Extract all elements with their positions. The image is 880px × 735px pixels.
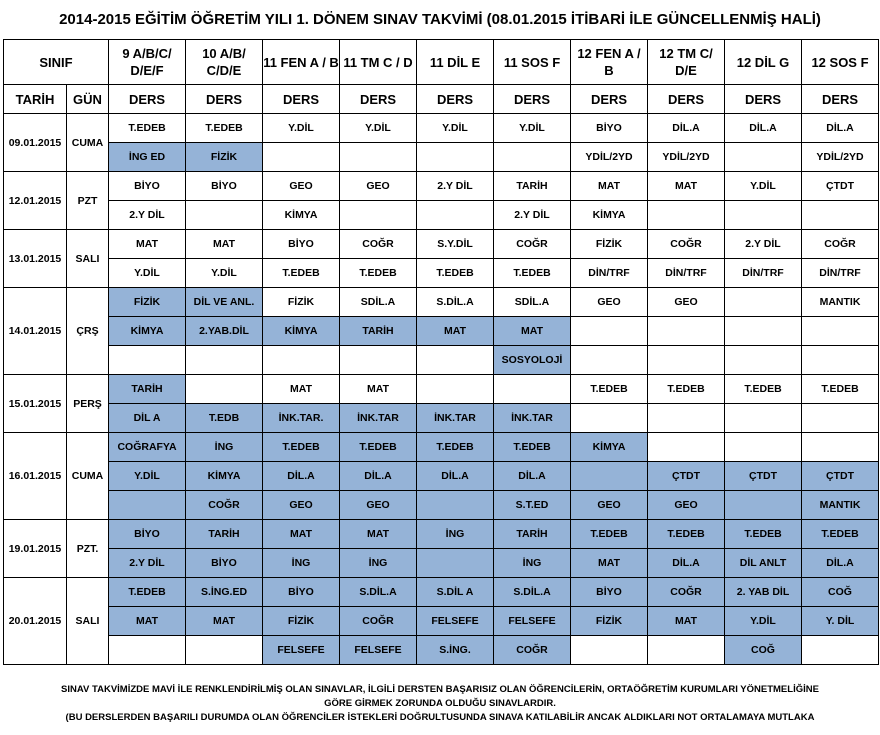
date-cell: 15.01.2015 — [4, 375, 67, 433]
date-cell: 14.01.2015 — [4, 288, 67, 375]
subject-label: DERS — [648, 85, 725, 114]
exam-cell: BİYO — [186, 172, 263, 201]
subject-label: DERS — [340, 85, 417, 114]
exam-cell — [186, 375, 263, 404]
exam-cell: MAT — [109, 607, 186, 636]
subheader-row — [4, 85, 879, 114]
date-cell: 16.01.2015 — [4, 433, 67, 520]
exam-cell: TARİH — [340, 317, 417, 346]
exam-cell: SDİL.A — [340, 288, 417, 317]
exam-cell — [186, 346, 263, 375]
exam-cell: BİYO — [571, 578, 648, 607]
exam-row — [4, 346, 879, 375]
exam-cell: DİL ANLT — [725, 549, 802, 578]
class-header-cell: 12 DİL G — [725, 40, 802, 85]
exam-cell — [417, 491, 494, 520]
date-label: TARİH — [4, 85, 67, 114]
exam-cell: TARİH — [109, 375, 186, 404]
day-cell: ÇRŞ — [67, 288, 109, 375]
exam-cell: T.EDEB — [494, 259, 571, 288]
subject-label: DERS — [571, 85, 648, 114]
exam-cell: SOSYOLOJİ — [494, 346, 571, 375]
day-cell: SALI — [67, 578, 109, 665]
exam-cell: Y.DİL — [725, 607, 802, 636]
exam-cell: FİZİK — [571, 607, 648, 636]
exam-cell: Y.DİL — [186, 259, 263, 288]
exam-cell: BİYO — [571, 114, 648, 143]
exam-cell — [725, 433, 802, 462]
exam-row — [4, 259, 879, 288]
exam-cell: MAT — [648, 172, 725, 201]
subject-label: DERS — [802, 85, 879, 114]
exam-cell: T.EDEB — [340, 433, 417, 462]
exam-cell: MAT — [186, 607, 263, 636]
exam-cell: S.T.ED — [494, 491, 571, 520]
exam-cell: T.EDEB — [417, 259, 494, 288]
day-cell: SALI — [67, 230, 109, 288]
exam-row — [4, 375, 879, 404]
exam-cell: TARİH — [494, 520, 571, 549]
exam-cell: KİMYA — [263, 317, 340, 346]
exam-cell: S.DİL.A — [494, 578, 571, 607]
exam-cell: İNG — [263, 549, 340, 578]
exam-cell — [571, 636, 648, 665]
page-title: 2014-2015 EĞİTİM ÖĞRETİM YILI 1. DÖNEM SINAV TAKVİMİ (08.01.2015 İTİBARİ İLE GÜNCELLENMİŞ HALİ) — [59, 11, 821, 28]
note-line: SINAV TAKVİMİZDE MAVİ İLE RENKLENDİRİLMİŞ OLAN SINAVLAR, İLGİLİ DERSTEN BAŞARISIZ OLAN ÖĞRENCİLERİN, ORTAÖĞRETİM KURUMLARI YÖNETMELİĞİNE — [61, 684, 819, 695]
exam-cell: DİN/TRF — [571, 259, 648, 288]
exam-cell: GEO — [340, 491, 417, 520]
exam-row — [4, 172, 879, 201]
exam-cell — [263, 143, 340, 172]
exam-cell — [186, 201, 263, 230]
exam-cell: T.EDEB — [802, 520, 879, 549]
exam-cell: T.EDEB — [263, 433, 340, 462]
exam-cell: S.DİL.A — [417, 288, 494, 317]
exam-cell: YDİL/2YD — [571, 143, 648, 172]
exam-cell: MAT — [417, 317, 494, 346]
exam-cell — [571, 346, 648, 375]
exam-cell: 2.Y DİL — [417, 172, 494, 201]
exam-cell: COĞR — [648, 230, 725, 259]
schedule-notes — [0, 683, 880, 725]
exam-cell — [417, 201, 494, 230]
exam-cell: COĞR — [340, 607, 417, 636]
class-header-cell: 11 DİL E — [417, 40, 494, 85]
exam-cell: MAT — [263, 520, 340, 549]
exam-row — [4, 143, 879, 172]
exam-cell: COĞRAFYA — [109, 433, 186, 462]
subject-label: DERS — [494, 85, 571, 114]
exam-cell: GEO — [648, 288, 725, 317]
day-cell: CUMA — [67, 114, 109, 172]
exam-cell: MANTIK — [802, 491, 879, 520]
exam-row — [4, 201, 879, 230]
exam-cell: T.EDEB — [417, 433, 494, 462]
exam-row — [4, 549, 879, 578]
exam-cell — [725, 404, 802, 433]
exam-cell: İNG — [417, 520, 494, 549]
exam-cell: MAT — [186, 230, 263, 259]
exam-row — [4, 317, 879, 346]
exam-cell: Y.DİL — [109, 462, 186, 491]
exam-cell: Y.DİL — [263, 114, 340, 143]
exam-row — [4, 636, 879, 665]
exam-cell: BİYO — [263, 230, 340, 259]
exam-cell — [417, 346, 494, 375]
exam-cell: 2. YAB DİL — [725, 578, 802, 607]
exam-cell: Y.DİL — [109, 259, 186, 288]
exam-cell: ÇTDT — [725, 462, 802, 491]
exam-cell — [725, 346, 802, 375]
exam-cell — [802, 404, 879, 433]
exam-cell — [417, 375, 494, 404]
exam-cell: BİYO — [109, 520, 186, 549]
exam-cell: GEO — [263, 491, 340, 520]
exam-cell — [725, 491, 802, 520]
exam-cell: KİMYA — [186, 462, 263, 491]
exam-cell: MANTIK — [802, 288, 879, 317]
exam-row — [4, 520, 879, 549]
exam-cell — [725, 317, 802, 346]
exam-cell: COĞR — [648, 578, 725, 607]
exam-cell: DİL VE ANL. — [186, 288, 263, 317]
exam-cell: COĞR — [340, 230, 417, 259]
exam-cell: GEO — [263, 172, 340, 201]
exam-cell: MAT — [571, 172, 648, 201]
class-header-cell: 12 SOS F — [802, 40, 879, 85]
exam-cell: FELSEFE — [340, 636, 417, 665]
exam-cell: Y.DİL — [494, 114, 571, 143]
exam-cell — [494, 143, 571, 172]
exam-cell: 2.Y DİL — [109, 549, 186, 578]
exam-cell: T.EDEB — [186, 114, 263, 143]
day-cell: PERŞ — [67, 375, 109, 433]
exam-cell — [648, 201, 725, 230]
exam-cell: İNG — [186, 433, 263, 462]
exam-cell: DİL A — [109, 404, 186, 433]
subject-label: DERS — [186, 85, 263, 114]
exam-cell — [802, 433, 879, 462]
exam-cell — [802, 636, 879, 665]
exam-cell: T.EDB — [186, 404, 263, 433]
exam-cell — [109, 491, 186, 520]
exam-cell: İNG — [340, 549, 417, 578]
class-header-cell: 11 SOS F — [494, 40, 571, 85]
exam-cell — [648, 317, 725, 346]
class-header-row — [4, 40, 879, 85]
exam-cell: DİL.A — [648, 114, 725, 143]
exam-cell — [494, 375, 571, 404]
exam-cell: İNK.TAR — [417, 404, 494, 433]
exam-cell: 2.Y DİL — [725, 230, 802, 259]
exam-cell: T.EDEB — [263, 259, 340, 288]
class-label: SINIF — [4, 40, 109, 85]
exam-cell: T.EDEB — [571, 520, 648, 549]
exam-cell: ÇTDT — [802, 172, 879, 201]
exam-cell: DİL.A — [725, 114, 802, 143]
exam-cell: ÇTDT — [648, 462, 725, 491]
subject-label: DERS — [725, 85, 802, 114]
exam-cell: İNK.TAR — [340, 404, 417, 433]
exam-cell — [571, 317, 648, 346]
exam-cell: ÇTDT — [802, 462, 879, 491]
exam-cell: MAT — [109, 230, 186, 259]
exam-cell: COĞ — [725, 636, 802, 665]
class-header-cell: 11 TM C / D — [340, 40, 417, 85]
class-header-cell: 10 A/B/ C/D/E — [186, 40, 263, 85]
exam-cell: S.DİL.A — [340, 578, 417, 607]
exam-cell: S.İNG.ED — [186, 578, 263, 607]
exam-row — [4, 607, 879, 636]
exam-cell: FİZİK — [263, 607, 340, 636]
subject-label: DERS — [109, 85, 186, 114]
exam-cell: DİL.A — [263, 462, 340, 491]
exam-cell: DİN/TRF — [802, 259, 879, 288]
exam-cell: DİL.A — [340, 462, 417, 491]
exam-schedule-table — [3, 39, 879, 665]
exam-cell: T.EDEB — [648, 375, 725, 404]
exam-cell: KİMYA — [263, 201, 340, 230]
exam-cell: YDİL/2YD — [802, 143, 879, 172]
exam-cell: İNG ED — [109, 143, 186, 172]
exam-row — [4, 433, 879, 462]
exam-cell: KİMYA — [571, 201, 648, 230]
exam-cell: T.EDEB — [494, 433, 571, 462]
exam-cell — [340, 201, 417, 230]
day-cell: PZT. — [67, 520, 109, 578]
exam-cell: MAT — [263, 375, 340, 404]
day-label: GÜN — [67, 85, 109, 114]
exam-cell: FİZİK — [571, 230, 648, 259]
exam-cell: DİN/TRF — [725, 259, 802, 288]
exam-row — [4, 404, 879, 433]
exam-cell: 2.Y DİL — [494, 201, 571, 230]
exam-cell: Y.DİL — [340, 114, 417, 143]
exam-row — [4, 578, 879, 607]
exam-cell: GEO — [571, 491, 648, 520]
exam-row — [4, 491, 879, 520]
exam-cell — [648, 636, 725, 665]
exam-cell — [571, 462, 648, 491]
exam-cell: MAT — [340, 375, 417, 404]
exam-cell: İNG — [494, 549, 571, 578]
date-cell: 09.01.2015 — [4, 114, 67, 172]
exam-cell: T.EDEB — [648, 520, 725, 549]
date-cell: 12.01.2015 — [4, 172, 67, 230]
exam-cell: İNK.TAR. — [263, 404, 340, 433]
exam-cell: S.İNG. — [417, 636, 494, 665]
exam-cell — [802, 317, 879, 346]
exam-cell: İNK.TAR — [494, 404, 571, 433]
exam-cell — [340, 346, 417, 375]
exam-cell: GEO — [340, 172, 417, 201]
exam-cell: DİL.A — [494, 462, 571, 491]
exam-cell — [648, 346, 725, 375]
exam-cell: TARİH — [494, 172, 571, 201]
schedule-body — [4, 40, 879, 665]
subject-label: DERS — [263, 85, 340, 114]
exam-cell: COĞR — [494, 230, 571, 259]
exam-cell: BİYO — [263, 578, 340, 607]
exam-cell: S.DİL A — [417, 578, 494, 607]
class-header-cell: 12 TM C/ D/E — [648, 40, 725, 85]
exam-cell — [417, 549, 494, 578]
class-header-cell: 12 FEN A / B — [571, 40, 648, 85]
exam-cell: DİN/TRF — [648, 259, 725, 288]
exam-cell: SDİL.A — [494, 288, 571, 317]
exam-cell — [109, 346, 186, 375]
exam-cell — [725, 143, 802, 172]
exam-cell: Y.DİL — [725, 172, 802, 201]
exam-cell: FİZİK — [263, 288, 340, 317]
exam-cell: COĞR — [494, 636, 571, 665]
exam-cell: S.Y.DİL — [417, 230, 494, 259]
exam-cell: TARİH — [186, 520, 263, 549]
exam-cell: MAT — [571, 549, 648, 578]
exam-cell: BİYO — [109, 172, 186, 201]
exam-cell — [725, 201, 802, 230]
exam-cell: DİL.A — [802, 549, 879, 578]
day-cell: PZT — [67, 172, 109, 230]
exam-cell: FİZİK — [109, 288, 186, 317]
day-cell: CUMA — [67, 433, 109, 520]
exam-cell: GEO — [571, 288, 648, 317]
exam-cell — [725, 288, 802, 317]
note-line: (BU DERSLERDEN BAŞARILI DURUMDA OLAN ÖĞRENCİLER İSTEKLERİ DOĞRULTUSUNDA SINAVA KATILABİLİR ANCAK ALDIKLARI NOT ORTALAMAYA MUTLAKA — [65, 712, 815, 723]
exam-cell: T.EDEB — [725, 520, 802, 549]
exam-cell: COĞR — [186, 491, 263, 520]
exam-cell: T.EDEB — [109, 578, 186, 607]
exam-cell: T.EDEB — [725, 375, 802, 404]
exam-cell: DİL.A — [417, 462, 494, 491]
exam-cell — [802, 201, 879, 230]
exam-cell: FELSEFE — [417, 607, 494, 636]
exam-cell: COĞR — [802, 230, 879, 259]
exam-cell: DİL.A — [802, 114, 879, 143]
exam-cell: FELSEFE — [494, 607, 571, 636]
exam-cell: MAT — [648, 607, 725, 636]
exam-cell: YDİL/2YD — [648, 143, 725, 172]
exam-cell — [186, 636, 263, 665]
exam-cell — [648, 404, 725, 433]
exam-cell: 2.YAB.DİL — [186, 317, 263, 346]
exam-row — [4, 114, 879, 143]
exam-cell: FİZİK — [186, 143, 263, 172]
exam-cell: 2.Y DİL — [109, 201, 186, 230]
exam-cell: COĞ — [802, 578, 879, 607]
exam-cell: BİYO — [186, 549, 263, 578]
note-line: GÖRE GİRMEK ZORUNDA OLDUĞU SINAVLARDIR. — [324, 698, 556, 709]
exam-cell: T.EDEB — [571, 375, 648, 404]
exam-cell: DİL.A — [648, 549, 725, 578]
date-cell: 19.01.2015 — [4, 520, 67, 578]
exam-row — [4, 288, 879, 317]
exam-cell: T.EDEB — [109, 114, 186, 143]
exam-cell — [340, 143, 417, 172]
class-header-cell: 9 A/B/C/ D/E/F — [109, 40, 186, 85]
exam-cell: T.EDEB — [802, 375, 879, 404]
exam-cell — [571, 404, 648, 433]
class-header-cell: 11 FEN A / B — [263, 40, 340, 85]
date-cell: 13.01.2015 — [4, 230, 67, 288]
exam-cell: FELSEFE — [263, 636, 340, 665]
exam-cell — [802, 346, 879, 375]
exam-cell: KİMYA — [571, 433, 648, 462]
exam-cell: GEO — [648, 491, 725, 520]
subject-label: DERS — [417, 85, 494, 114]
exam-cell — [648, 433, 725, 462]
exam-cell: MAT — [494, 317, 571, 346]
exam-cell — [109, 636, 186, 665]
exam-row — [4, 462, 879, 491]
exam-cell — [417, 143, 494, 172]
exam-row — [4, 230, 879, 259]
exam-cell: MAT — [340, 520, 417, 549]
exam-cell: KİMYA — [109, 317, 186, 346]
date-cell: 20.01.2015 — [4, 578, 67, 665]
exam-cell: T.EDEB — [340, 259, 417, 288]
exam-cell: Y.DİL — [417, 114, 494, 143]
exam-cell: Y. DİL — [802, 607, 879, 636]
exam-cell — [263, 346, 340, 375]
